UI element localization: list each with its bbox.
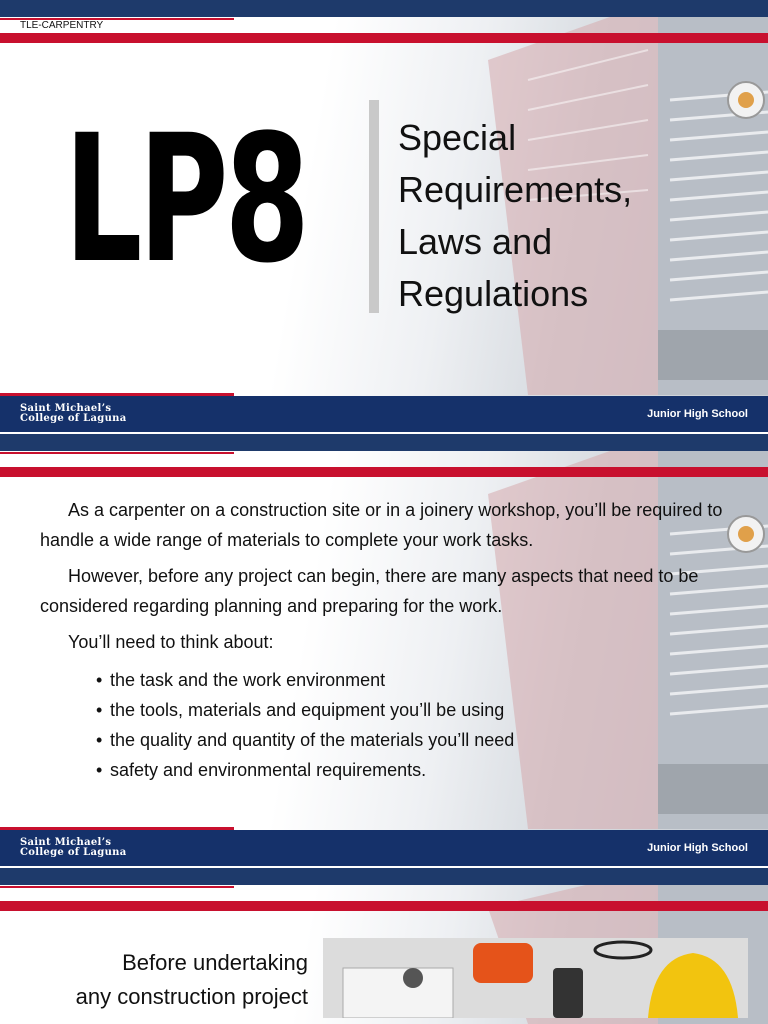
school-level: Junior High School [647,408,748,420]
title-divider [369,100,379,313]
slide-1 [0,0,768,432]
top-red-accent [0,886,234,888]
school-logo [20,404,127,424]
slide-3 [0,868,768,1024]
paragraph: As a carpenter on a construction site or in a joinery workshop, you’ll be required to handle a wide range of materials to complete your work tasks. [40,500,723,550]
text-line: Before undertaking [122,950,308,975]
slide-footer [0,830,768,866]
slide-2 [0,434,768,866]
top-navy-band [0,868,768,885]
title-line: Laws and [398,221,553,262]
bullet-list [40,665,730,785]
top-navy-band [0,434,768,451]
top-red-band [0,901,768,911]
school-level: Junior High School [647,842,748,854]
lesson-code: LP8 [64,97,306,302]
logo-line-2: College of Laguna [20,847,127,858]
paragraph: You’ll need to think about: [68,632,274,652]
top-red-band [0,33,768,43]
tools-illustration [323,938,748,1018]
slide-title [398,112,632,320]
logo-line-1: Saint Michael’s [20,403,112,414]
list-item: • the task and the work environment [96,665,730,695]
school-logo [20,838,127,858]
list-item: • the tools, materials and equipment you’ll be using [96,695,730,725]
top-red-band [0,467,768,477]
list-item: • safety and environmental requirements. [96,755,730,785]
logo-line-2: College of Laguna [20,413,127,424]
title-line: Special [398,117,517,158]
text-line: any construction project [75,984,308,1009]
paragraph: However, before any project can begin, there are many aspects that need to be considered regarding planning and preparing for the work. [40,566,699,616]
tools-photo [323,938,748,1018]
course-label: TLE-CARPENTRY [20,20,104,31]
slide-text [30,946,308,1014]
list-item: • the quality and quantity of the materials you’ll need [96,725,730,755]
slide-footer [0,396,768,432]
top-red-accent [0,452,234,454]
slide-body [40,495,730,785]
title-line: Regulations [398,273,589,314]
title-line: Requirements, [398,169,633,210]
logo-line-1: Saint Michael’s [20,837,112,848]
top-navy-band [0,0,768,17]
